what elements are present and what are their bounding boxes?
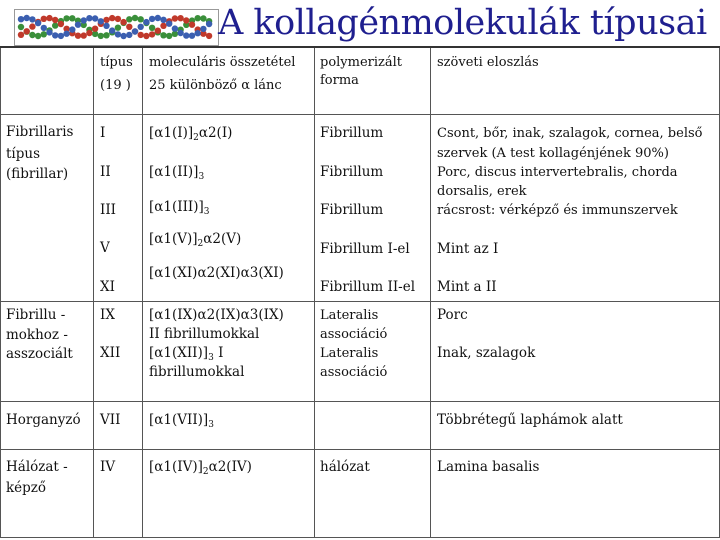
group-label-fibrillar: Fibrillaris xyxy=(6,124,74,140)
column-divider xyxy=(142,48,143,538)
formula-type-V: $[\alpha 1(V)]_2\alpha 2(V)$ xyxy=(149,231,242,249)
type-IX: IX xyxy=(100,307,115,323)
helix-atom xyxy=(18,24,24,30)
helix-atom xyxy=(155,15,161,21)
formula-type-XII: $[\alpha 1(XII)]_3$ I xyxy=(149,345,224,363)
distribution-line: szervek (A test kollagénjének 90%) xyxy=(437,146,669,161)
helix-atom xyxy=(115,31,121,37)
helix-atom xyxy=(155,28,161,34)
column-divider xyxy=(314,48,315,538)
helix-atom xyxy=(166,21,172,27)
header-molecular-label: moleculáris összetétel xyxy=(149,55,296,70)
form-lateral: Lateralis xyxy=(320,346,379,361)
formula-type-I: $[\alpha 1(I)]_2\alpha 2(I)$ xyxy=(149,125,233,143)
helix-atom xyxy=(18,32,24,38)
helix-atom xyxy=(46,15,52,21)
helix-atom xyxy=(86,15,92,21)
row-divider xyxy=(0,401,720,402)
helix-atom xyxy=(81,17,87,23)
helix-atom xyxy=(200,15,206,21)
type-IV: IV xyxy=(100,459,116,475)
helix-atom xyxy=(81,32,87,38)
form-lateral: associáció xyxy=(320,365,388,380)
helix-atom xyxy=(132,15,138,21)
helix-atom xyxy=(92,26,98,32)
distribution-type-IV: Lamina basalis xyxy=(437,459,540,475)
collagen-helix-image xyxy=(14,9,219,46)
collagen-types-table xyxy=(0,48,720,538)
helix-atom xyxy=(126,32,132,38)
type-V: V xyxy=(100,240,110,256)
group-label-network: képző xyxy=(6,480,47,496)
helix-atom xyxy=(143,19,149,25)
helix-atom xyxy=(120,19,126,25)
helix-atom xyxy=(29,16,35,22)
group-label-fibrillar: típus xyxy=(6,146,41,162)
helix-atom xyxy=(109,27,115,33)
formula-type-XII-note: fibrillumokkal xyxy=(149,364,245,380)
helix-atom xyxy=(69,15,75,21)
type-XII: XII xyxy=(100,345,121,361)
type-XI: XI xyxy=(100,279,115,295)
form-lateral: associáció xyxy=(320,327,388,342)
header-distribution: szöveti eloszlás xyxy=(437,55,539,70)
helix-atom xyxy=(126,24,132,30)
column-divider xyxy=(93,48,94,538)
helix-atom xyxy=(172,15,178,21)
helix-atom xyxy=(58,33,64,39)
distribution-line: Csont, bőr, inak, szalagok, cornea, belső xyxy=(437,126,703,141)
helix-atom xyxy=(206,33,212,39)
form-type-IV: hálózat xyxy=(320,459,370,475)
helix-atom xyxy=(86,30,92,36)
helix-atom xyxy=(41,25,47,31)
helix-atom xyxy=(98,33,104,39)
formula-type-XI: [α1(XI)α2(XI)α3(XI) xyxy=(149,265,284,281)
helix-atom xyxy=(75,33,81,39)
form-type-III: Fibrillum xyxy=(320,202,384,218)
distribution-type-V: Mint az I xyxy=(437,241,499,257)
helix-atom xyxy=(149,25,155,31)
group-label-fibril-associated: mokhoz - xyxy=(6,327,68,343)
header-polymer-form: forma xyxy=(320,73,359,88)
helix-atom xyxy=(75,22,81,28)
helix-atom xyxy=(69,26,75,32)
helix-atom xyxy=(115,25,121,31)
page-title: A kollagénmolekulák típusai xyxy=(218,3,707,43)
helix-atom xyxy=(29,32,35,38)
helix-atom xyxy=(138,32,144,38)
row-divider xyxy=(0,449,720,450)
helix-atom xyxy=(103,32,109,38)
helix-atom xyxy=(29,23,35,29)
helix-atom xyxy=(46,29,52,35)
formula-type-VII: $[\alpha 1(VII)]_3$ xyxy=(149,412,214,430)
type-II: II xyxy=(100,164,111,180)
helix-atom xyxy=(172,25,178,31)
form-type-V: Fibrillum I-el xyxy=(320,241,410,257)
type-III: III xyxy=(100,202,116,218)
distribution-type-XII: Inak, szalagok xyxy=(437,345,536,361)
helix-atom xyxy=(149,31,155,37)
helix-atom xyxy=(138,24,144,30)
helix-atom xyxy=(195,30,201,36)
form-type-II: Fibrillum xyxy=(320,164,384,180)
helix-atom xyxy=(206,21,212,27)
helix-atom xyxy=(41,31,47,37)
helix-atom xyxy=(63,31,69,37)
helix-atom xyxy=(143,33,149,39)
helix-atom xyxy=(195,15,201,21)
type-VII: VII xyxy=(100,412,121,428)
helix-atom xyxy=(166,33,172,39)
helix-atom xyxy=(138,16,144,22)
helix-atom xyxy=(52,32,58,38)
helix-atom xyxy=(98,18,104,24)
helix-atom xyxy=(177,15,183,21)
helix-atom xyxy=(200,26,206,32)
header-type-label: típus xyxy=(100,55,133,70)
helix-atom xyxy=(92,15,98,21)
group-label-network: Hálózat - xyxy=(6,459,68,475)
helix-atom xyxy=(120,33,126,39)
helix-atom xyxy=(52,22,58,28)
helix-atom xyxy=(103,23,109,29)
helix-atom xyxy=(63,15,69,21)
helix-atom xyxy=(149,16,155,22)
helix-atom xyxy=(183,32,189,38)
helix-atom xyxy=(24,15,30,21)
table-border-bottom xyxy=(0,537,720,538)
formula-type-II: $[\alpha 1(II)]_3$ xyxy=(149,164,205,182)
form-type-I: Fibrillum xyxy=(320,125,384,141)
distribution-line: dorsalis, erek xyxy=(437,184,527,199)
helix-atom xyxy=(160,23,166,29)
group-label-fibril-associated: asszociált xyxy=(6,346,73,362)
distribution-line: rácsrost: vérképző és immunszervek xyxy=(437,203,678,218)
helix-atom xyxy=(41,16,47,22)
group-label-anchoring: Horganyzó xyxy=(6,412,81,428)
helix-atom xyxy=(160,17,166,23)
helix-atom xyxy=(18,16,24,22)
formula-type-IX: [α1(IX)α2(IX)α3(IX) xyxy=(149,307,284,323)
helix-atom xyxy=(177,30,183,36)
distribution-type-IX: Porc xyxy=(437,307,468,323)
helix-atom xyxy=(58,21,64,27)
helix-atom xyxy=(189,33,195,39)
formula-type-III: $[\alpha 1(III)]_3$ xyxy=(149,199,210,217)
helix-atom xyxy=(160,32,166,38)
helix-atom xyxy=(103,17,109,23)
distribution-line: Porc, discus intervertebralis, chorda xyxy=(437,165,678,180)
helix-atom xyxy=(115,16,121,22)
header-chain-count: 25 különböző α lánc xyxy=(149,78,282,93)
formula-type-IX-note: II fibrillumokkal xyxy=(149,326,260,342)
row-divider xyxy=(0,114,720,115)
header-polymer-label: polymerizált xyxy=(320,55,403,70)
helix-atom xyxy=(126,16,132,22)
helix-atom xyxy=(24,28,30,34)
helix-atom xyxy=(189,22,195,28)
group-label-fibrillar: (fibrillar) xyxy=(6,166,69,182)
header-type-count: (19 ) xyxy=(100,78,131,93)
distribution-type-XI: Mint a II xyxy=(437,279,497,295)
row-divider xyxy=(0,301,720,302)
table-border-left xyxy=(0,48,1,538)
group-label-fibril-associated: Fibrillu - xyxy=(6,307,66,323)
helix-atom xyxy=(35,33,41,39)
helix-atom xyxy=(132,28,138,34)
helix-atom xyxy=(35,20,41,26)
column-divider xyxy=(430,48,431,538)
distribution-type-VII: Többrétegű laphámok alatt xyxy=(437,412,623,428)
type-I: I xyxy=(100,125,106,141)
formula-type-IV: $[\alpha 1(IV)]_2\alpha 2(IV)$ xyxy=(149,459,252,477)
helix-atom xyxy=(109,15,115,21)
helix-atom xyxy=(52,17,58,23)
form-type-XI: Fibrillum II-el xyxy=(320,279,416,295)
helix-atom xyxy=(183,17,189,23)
form-lateral: Lateralis xyxy=(320,308,379,323)
